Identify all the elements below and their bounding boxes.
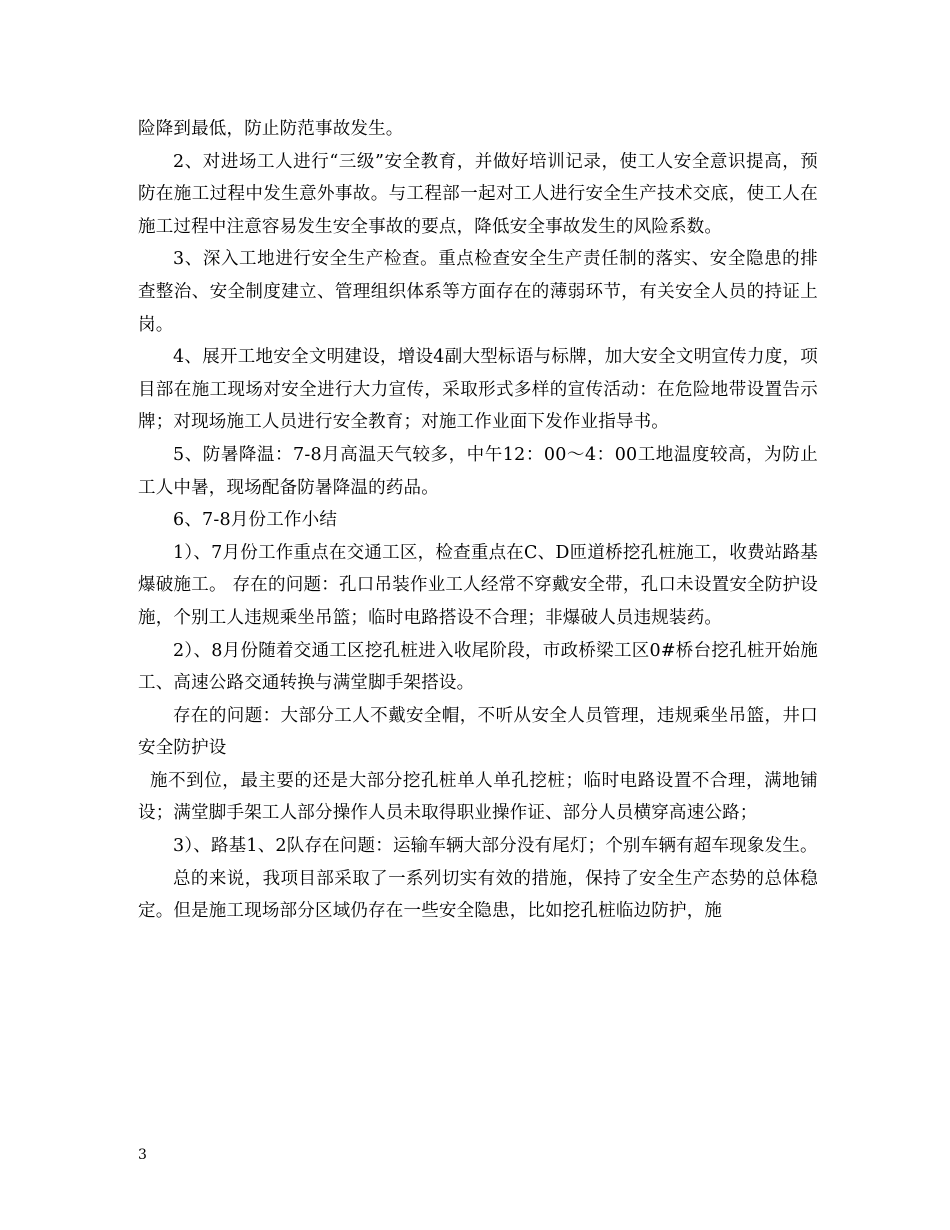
paragraph-2: 2、对进场工人进行“三级”安全教育，并做好培训记录，使工人安全意识提高，预防在施工过程中发生意外事故。与工程部一起对工人进行安全生产技术交底，使工人在施工过程中注意容易发生安全事故的要点，降低安全事故发生的风险系数。 <box>138 151 818 237</box>
paragraph-10: 施不到位，最主要的还是大部分挖孔桩单人单孔挖桩；临时电路设置不合理，满地铺设；满堂脚手架工人部分操作人员未取得职业操作证、部分人员横穿高速公路； <box>138 770 818 824</box>
paragraph-4: 4、展开工地安全文明建设，增设4副大型标语与标牌，加大安全文明宣传力度，项目部在施工现场对安全进行大力宣传，采取形式多样的宣传活动：在危险地带设置告示牌；对现场施工人员进行安全教育；对施工作业面下发作业指导书。 <box>138 347 818 433</box>
paragraph-7: 1）、7月份工作重点在交通工区，检查重点在C、D匝道桥挖孔桩施工，收费站路基爆破施工。 存在的问题：孔口吊装作业工人经常不穿戴安全带，孔口未设置安全防护设施，个别工人违规乘坐吊篮；临时电路搭设不合理；非爆破人员违规装药。 <box>138 542 818 628</box>
body-text <box>138 113 818 928</box>
paragraph-8: 2）、8月份随着交通工区挖孔桩进入收尾阶段，市政桥梁工区0#桥台挖孔桩开始施工、高速公路交通转换与满堂脚手架搭设。 <box>138 640 818 694</box>
paragraph-11: 3）、路基1、2队存在问题：运输车辆大部分没有尾灯；个别车辆有超车现象发生。 <box>173 836 818 857</box>
paragraph-9: 存在的问题：大部分工人不戴安全帽，不听从安全人员管理，违规乘坐吊篮，井口安全防护设 <box>138 705 818 759</box>
paragraph-12: 总的来说，我项目部采取了一系列切实有效的措施，保持了安全生产态势的总体稳定。但是施工现场部分区域仍存在一些安全隐患，比如挖孔桩临边防护，施 <box>138 868 818 922</box>
paragraph-5: 5、防暑降温：7-8月高温天气较多，中午12：00～4：00工地温度较高，为防止工人中暑，现场配备防暑降温的药品。 <box>138 444 818 498</box>
paragraph-3: 3、深入工地进行安全生产检查。重点检查安全生产责任制的落实、安全隐患的排查整治、安全制度建立、管理组织体系等方面存在的薄弱环节，有关安全人员的持证上岗。 <box>138 249 818 335</box>
paragraph-1: 险降到最低，防止防范事故发生。 <box>138 119 404 139</box>
paragraph-6: 6、7-8月份工作小结 <box>173 510 338 531</box>
page-number: 3 <box>138 1147 147 1163</box>
